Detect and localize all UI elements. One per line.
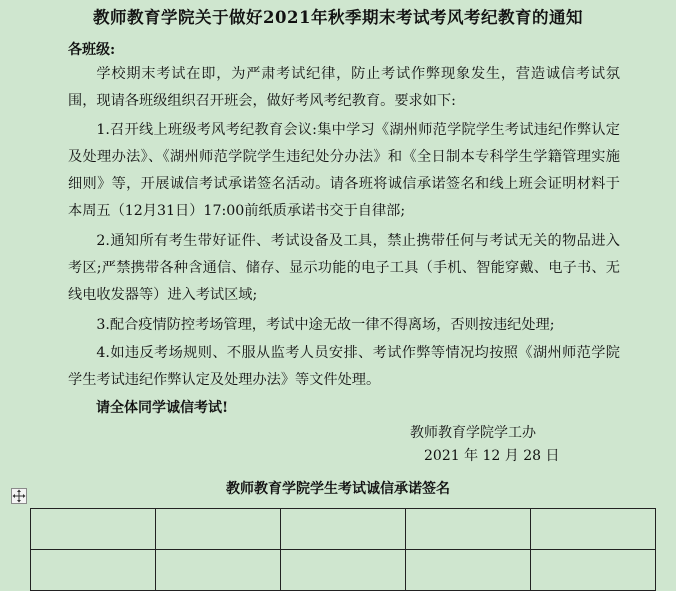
closing-line: 请全体同学诚信考试! [96,400,229,416]
table-cell[interactable] [531,509,656,550]
signature-date: 2021 年 12 月 28 日 [424,448,560,464]
table-cell[interactable] [156,509,281,550]
table-cell[interactable] [156,550,281,591]
table-row [31,550,656,591]
paragraph-item-3: 3.配合疫情防控考场管理，考试中途无故一律不得离场，否则按违纪处理; [96,317,555,333]
table-row [31,509,656,550]
signature-office: 教师教育学院学工办 [410,425,536,441]
table-title: 教师教育学院学生考试诚信承诺签名 [226,481,450,497]
paragraph-item-1: 1.召开线上班级考风考纪教育会议:集中学习《湖州师范学院学生考试违纪作弊认定及处理办法》、《湖州师范学院学生违纪处分办法》和《全日制本专科学生学籍管理实施细则》等，开展诚信考试承诺签名活动。请各班将诚信承诺签名和线上班会证明材料于本周五（12月31日）17:00前纸质承诺书交于自律部; [68,122,620,219]
table-cell[interactable] [531,550,656,591]
table-cell[interactable] [406,509,531,550]
signature-table [30,508,656,591]
table-cell[interactable] [281,550,406,591]
paragraph-intro: 学校期末考试在即，为严肃考试纪律，防止考试作弊现象发生，营造诚信考试氛围，现请各班级组织召开班会，做好考风考纪教育。要求如下: [68,66,620,109]
salutation: 各班级: [68,42,116,58]
paragraph-item-2: 2.通知所有考生带好证件、考试设备及工具，禁止携带任何与考试无关的物品进入考区;严禁携带各种含通信、储存、显示功能的电子工具（手机、智能穿戴、电子书、无线电收发器等）进入考试区域; [68,233,620,303]
table-cell[interactable] [406,550,531,591]
table-cell[interactable] [31,509,156,550]
paragraph-item-4: 4.如违反考场规则、不服从监考人员安排、考试作弊等情况均按照《湖州师范学院学生考试违纪作弊认定及处理办法》等文件处理。 [68,345,620,388]
document-title: 教师教育学院关于做好2021年秋季期末考试考风考纪教育的通知 [93,8,583,27]
table-cell[interactable] [31,550,156,591]
table-cell[interactable] [281,509,406,550]
